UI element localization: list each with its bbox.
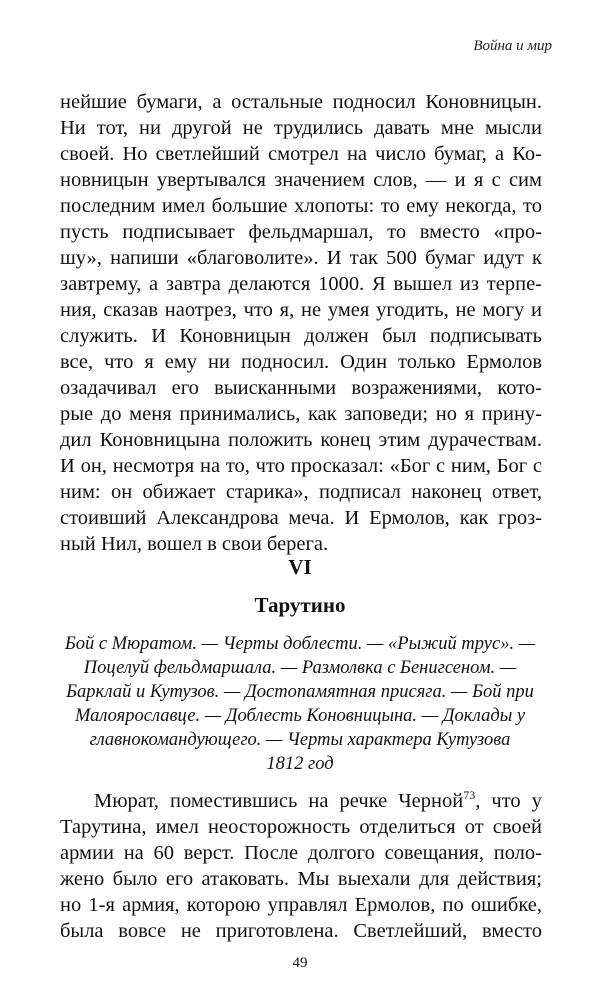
text-line: но 1-я армия, которою управлял Ермолов, по ошибке, [60,894,542,916]
text-line: шу», напиши «благоволите». И так 500 бумаг идут к [60,247,542,269]
synopsis-line: 1812 год [266,754,334,774]
text-line: ним: он обижает старика», подписал наконец ответ, [60,481,542,503]
text-line: армии на 60 верст. После долгого совещания, поло- [60,842,542,864]
text-line: рые до меня принимались, как заповеди; но я прину- [60,403,542,425]
chapter-number: VI [288,555,312,579]
synopsis-line: Поцелуй фельдмаршала. — Размолвка с Бенигсеном. — [83,658,517,678]
synopsis-line: Малоярославце. — Доблесть Коновницына. — Доклады у [74,706,526,726]
synopsis-line: Барклай и Кутузов. — Достопамятная присяга. — Бой при [66,682,534,702]
text-line: все, что я ему ни подносил. Один только Ермолов [60,351,542,373]
text-line: своей. Но светлейший смотрел на число бумаг, а Ко- [60,143,542,165]
text-line: И он, несмотря на то, что просказал: «Бог с ним, Бог с [60,455,542,477]
chapter-title: Тарутино [254,593,346,617]
text-line: озадачивал его выисканными возражениями, кото- [60,377,542,399]
text-fragment: , что у [475,790,542,812]
text-line: была вовсе не приготовлена. Светлейший, вместо [60,920,542,942]
text-line: стоивший Александрова меча. И Ермолов, как гроз- [60,507,542,529]
page-number: 49 [292,955,308,971]
text-line: Тарутина, имел неосторожность отделиться от своей [60,816,542,838]
text-line: служить. И Коновницын должен был подписывать [60,325,542,347]
text-fragment: Мюрат, поместившись на речке Черной [94,790,464,812]
running-header: Война и мир [473,38,552,54]
text-line: жено было его атаковать. Мы выехали для действия; [60,868,542,890]
footnote-reference[interactable]: 73 [463,788,476,803]
synopsis-line: главнокомандующего. — Черты характера Кутузова [89,730,511,750]
text-line: нейшие бумаги, а остальные подносил Коновницын. [60,91,542,113]
text-line: дил Коновницына положить конец этим дурачествам. [60,429,542,451]
text-line: последним имел большие хлопоты: то ему некогда, то [60,195,542,217]
body-text-bottom [60,788,542,944]
chapter-synopsis [40,632,560,776]
text-line: новницын увертывался значением слов, — и я с сим [60,169,542,191]
text-line: ния, сказав наотрез, что я, не умея угодить, не могу и [60,299,542,321]
text-line: пусть подписывает фельдмаршал, то вместо «про- [60,221,542,243]
body-text-top [60,89,542,557]
text-line: ный Нил, вошел в свои берега. [60,533,329,555]
text-line: завтрему, а завтра делаются 1000. Я вышел из терпе- [60,273,542,295]
text-line [60,788,542,814]
text-line: Ни тот, ни другой не трудились давать мне мысли [60,117,542,139]
synopsis-line: Бой с Мюратом. — Черты доблести. — «Рыжий трус». — [64,634,536,654]
